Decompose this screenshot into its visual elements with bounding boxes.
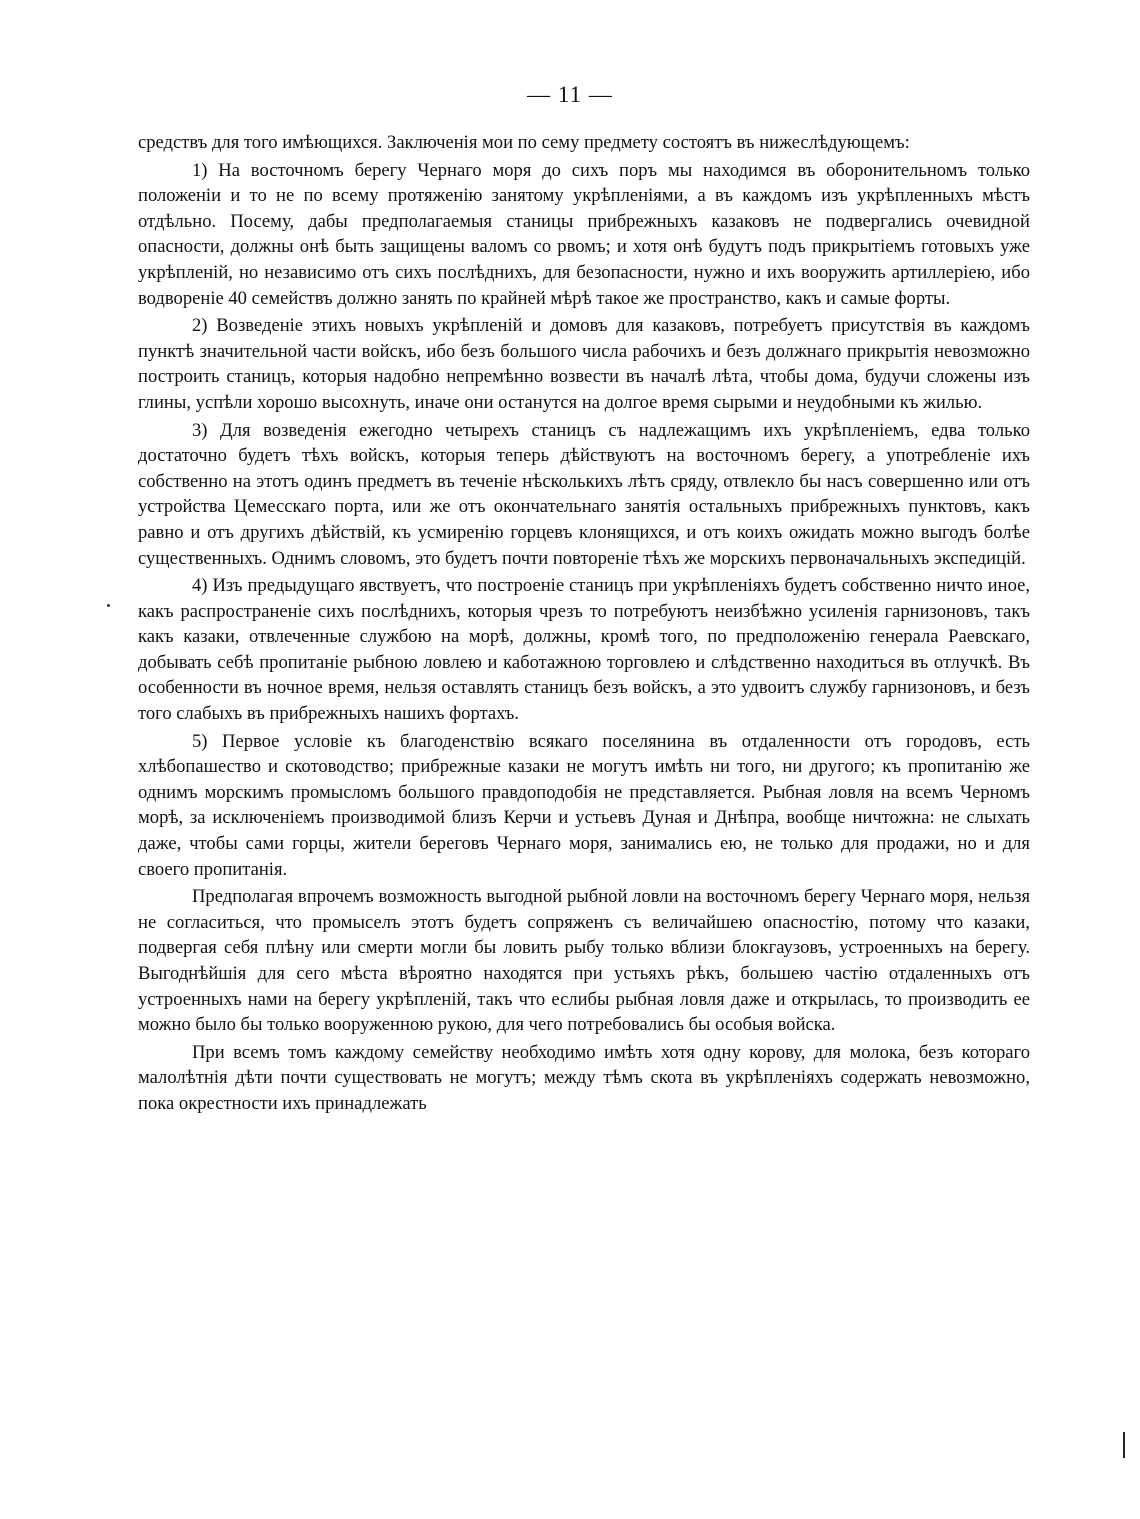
paragraph-7: При всемъ томъ каждому семейству необходимо имѣть хотя одну корову, для молока, безъ котораго малолѣтнія дѣти почти существовать не могутъ; между тѣмъ скота въ укрѣпленіяхъ содержать невозможно, пока окрестности ихъ принадлежать: [138, 1041, 1030, 1114]
margin-dot-mark: [107, 604, 110, 607]
paragraph-0: средствъ для того имѣющихся. Заключенія мои по сему предмету состоятъ въ нижеслѣдующемъ:: [138, 132, 910, 153]
page-number: — 11 —: [527, 82, 613, 107]
paragraph-6: Предполагая впрочемъ возможность выгодной рыбной ловли на восточномъ берегу Чернаго моря, нельзя не согласиться, что промыселъ этотъ будетъ сопряженъ съ величайшею опасностію, потому что казаки, подвергая себя плѣну или смерти могли бы ловить рыбу только вблизи блокгаузовъ, устроенныхъ на берегу. Выгоднѣйшія для сего мѣста вѣроятно находятся при устьяхъ рѣкъ, большею частію отдаленныхъ отъ устроенныхъ нами на берегу укрѣпленій, такъ что еслибы рыбная ловля даже и открылась, то производить ее можно было бы только вооруженною рукою, для чего потребовались бы особыя войска.: [138, 886, 1030, 1036]
paragraph-3: 3) Для возведенія ежегодно четырехъ станицъ съ надлежащимъ ихъ укрѣпленіемъ, едва только достаточно будетъ тѣхъ войскъ, которыя теперь дѣйствуютъ на восточномъ берегу, а употребленіе ихъ собственно на этотъ одинъ предметъ въ теченіе нѣсколькихъ лѣтъ сряду, отвлекло бы насъ совершенно или отъ устройства Цемесскаго порта, или же отъ окончательнаго занятія остальныхъ прибрежныхъ пунктовъ, какъ равно и отъ другихъ дѣйствій, къ усмиренію горцевъ клонящихся, и отъ коихъ ожидать можно выгодъ болѣе существенныхъ. Однимъ словомъ, это будетъ почти повтореніе тѣхъ же морскихъ первоначальныхъ экспедицій.: [138, 419, 1030, 569]
paragraph-5: 5) Первое условіе къ благоденствію всякаго поселянина въ отдаленности отъ городовъ, есть хлѣбопашество и скотоводство; прибрежные казаки не могутъ имѣть ни того, ни другого; къ пропитанію же однимъ морскимъ промысломъ большого правдоподобія не представляется. Рыбная ловля на всемъ Черномъ морѣ, за исключеніемъ производимой близъ Керчи и устьевъ Дуная и Днѣпра, вообще ничтожна: не слыхать даже, чтобы сами горцы, жители береговъ Чернаго моря, занимались ею, не только для продажи, но и для своего пропитанія.: [138, 730, 1030, 880]
paragraph-2: 2) Возведеніе этихъ новыхъ укрѣпленій и домовъ для казаковъ, потребуетъ присутствія въ каждомъ пунктѣ значительной части войскъ, ибо безъ большого числа рабочихъ и безъ должнаго прикрытія невозможно построить станицъ, которыя надобно непремѣнно возвести въ началѣ лѣта, чтобы дома, будучи сложены изъ глины, успѣли хорошо высохнуть, иначе они останутся на долгое время сырыми и неудобными къ жилью.: [138, 315, 1030, 413]
paragraph-4: 4) Изъ предыдущаго явствуетъ, что построеніе станицъ при укрѣпленіяхъ будетъ собственно ничто иное, какъ распространеніе сихъ послѣднихъ, которыя чрезъ то потребуютъ неизбѣжно усиленія гарнизоновъ, такъ какъ казаки, отвлеченные службою на морѣ, должны, кромѣ того, по предположенію генерала Раевскаго, добывать себѣ пропитаніе рыбною ловлею и каботажною торговлею и слѣдственно находиться въ отлучкѣ. Въ особенности въ ночное время, нельзя оставлять станицъ безъ войскъ, а это удвоитъ службу гарнизоновъ, и безъ того слабыхъ въ прибрежныхъ нашихъ фортахъ.: [138, 575, 1030, 725]
paragraph-1: 1) На восточномъ берегу Чернаго моря до сихъ поръ мы находимся въ оборонительномъ только положеніи и то не по всему протяженію занятому укрѣпленіями, а въ каждомъ изъ укрѣпленныхъ мѣстъ отдѣльно. Посему, дабы предполагаемыя станицы прибрежныхъ казаковъ не подвергались очевидной опасности, должны онѣ быть защищены валомъ со рвомъ; и хотя онѣ будутъ подъ прикрытіемъ готовыхъ уже укрѣпленій, но независимо отъ сихъ послѣднихъ, для безопасности, нужно и ихъ вооружить артиллеріею, ибо водвореніе 40 семействъ должно занять по крайней мѣрѣ такое же пространство, какъ и самые форты.: [138, 159, 1030, 309]
body-text: [138, 130, 1030, 1119]
margin-line-mark: [1123, 1432, 1125, 1458]
